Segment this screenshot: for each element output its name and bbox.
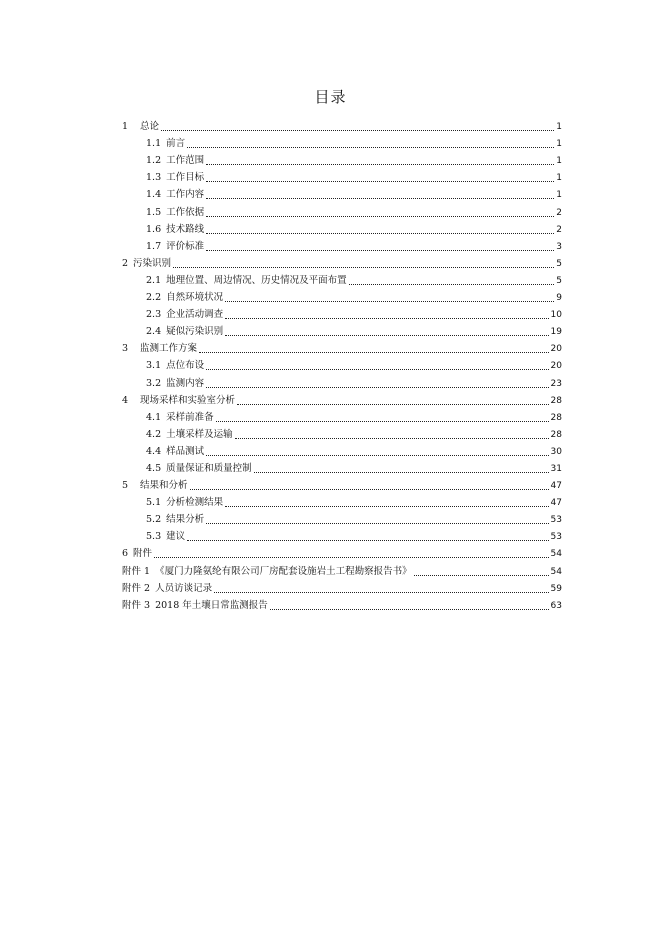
toc-entry-page: 1 xyxy=(556,156,562,167)
toc-entry-page: 1 xyxy=(556,139,562,150)
toc-dot-leader xyxy=(349,281,555,285)
toc-entry-number: 附件 3 xyxy=(122,599,151,611)
toc-dot-leader xyxy=(206,247,554,251)
toc-entry-number: 3.1 xyxy=(146,360,162,372)
toc-entry-page: 23 xyxy=(550,378,562,389)
toc-entry-title: 点位布设 xyxy=(166,360,205,372)
toc-entry-page: 9 xyxy=(556,293,562,304)
toc-entry-page: 20 xyxy=(550,344,562,355)
toc-entry-number: 5 xyxy=(122,480,129,492)
toc-entry[interactable] xyxy=(122,133,562,150)
toc-entry[interactable] xyxy=(122,184,562,201)
toc-entry-title: 工作内容 xyxy=(166,189,205,201)
toc-entry-title: 工作目标 xyxy=(166,172,205,184)
toc-entry[interactable] xyxy=(122,509,562,526)
toc-entry-number: 5.2 xyxy=(146,514,162,526)
toc-entry[interactable] xyxy=(122,304,562,321)
toc-entry[interactable] xyxy=(122,424,562,441)
toc-dot-leader xyxy=(206,213,554,217)
toc-dot-leader xyxy=(206,178,554,182)
toc-entry[interactable] xyxy=(122,338,562,355)
toc-entry-title: 自然环境状况 xyxy=(166,292,224,304)
toc-dot-leader xyxy=(187,537,548,541)
toc-dot-leader xyxy=(225,503,548,507)
toc-entry-page: 2 xyxy=(556,207,562,218)
toc-entry[interactable] xyxy=(122,116,562,133)
toc-entry-page: 2 xyxy=(556,224,562,235)
toc-entry[interactable] xyxy=(122,595,562,612)
toc-entry-title: 工作范围 xyxy=(166,155,205,167)
toc-entry[interactable] xyxy=(122,167,562,184)
toc-entry-number: 4 xyxy=(122,394,129,406)
toc-entry-number: 2.3 xyxy=(146,309,162,321)
toc-entry-title: 《厦门力隆氨纶有限公司厂房配套设施岩土工程勘察报告书》 xyxy=(155,565,412,577)
toc-entry[interactable] xyxy=(122,407,562,424)
toc-dot-leader xyxy=(225,315,548,319)
toc-entry[interactable] xyxy=(122,287,562,304)
toc-entry-page: 47 xyxy=(550,498,562,509)
toc-entry-title: 总论 xyxy=(140,121,160,133)
toc-entry-page: 31 xyxy=(550,463,562,474)
toc-entry-title: 工作依据 xyxy=(166,206,205,218)
toc-entry-page: 1 xyxy=(556,173,562,184)
toc-entry-number: 1.1 xyxy=(146,138,162,150)
toc-entry-number: 4.5 xyxy=(146,462,162,474)
toc-entry-title: 质量保证和质量控制 xyxy=(166,462,252,474)
toc-entry-page: 28 xyxy=(550,429,562,440)
toc-dot-leader xyxy=(154,554,548,558)
toc-entry-number: 4.4 xyxy=(146,445,162,457)
toc-entry[interactable] xyxy=(122,270,562,287)
toc-entry-page: 59 xyxy=(550,583,562,594)
toc-entry-page: 19 xyxy=(550,327,562,338)
toc-entry-title: 建议 xyxy=(166,531,186,543)
toc-entry-page: 63 xyxy=(550,600,562,611)
toc-entry-title: 前言 xyxy=(166,138,186,150)
toc-entry-title: 采样前准备 xyxy=(166,411,214,423)
toc-entry-number: 5.3 xyxy=(146,531,162,543)
toc-dot-leader xyxy=(199,349,548,353)
toc-dot-leader xyxy=(173,264,554,268)
toc-entry[interactable] xyxy=(122,253,562,270)
toc-entry-number: 1.3 xyxy=(146,172,162,184)
toc-entry-title: 监测工作方案 xyxy=(140,343,198,355)
toc-entry-title: 污染识别 xyxy=(133,257,172,269)
toc-entry-page: 20 xyxy=(550,361,562,372)
toc-entry-title: 2018 年土壤日常监测报告 xyxy=(155,599,268,611)
toc-entry-number: 附件 1 xyxy=(122,565,151,577)
toc-dot-leader xyxy=(225,332,548,336)
toc-entry[interactable] xyxy=(122,560,562,577)
toc-entry-page: 54 xyxy=(550,549,562,560)
toc-entry-number: 1 xyxy=(122,121,129,133)
toc-entry[interactable] xyxy=(122,458,562,475)
toc-entry[interactable] xyxy=(122,150,562,167)
toc-dot-leader xyxy=(206,384,548,388)
toc-entry-number: 4.2 xyxy=(146,428,162,440)
toc-dot-leader xyxy=(206,195,554,199)
toc-dot-leader xyxy=(270,606,549,610)
toc-entry-page: 1 xyxy=(556,122,562,133)
toc-entry-title: 疑似污染识别 xyxy=(166,326,224,338)
toc-dot-leader xyxy=(206,452,548,456)
toc-entry-title: 现场采样和实验室分析 xyxy=(140,394,236,406)
toc-entry-page: 3 xyxy=(556,241,562,252)
toc-entry[interactable] xyxy=(122,526,562,543)
toc-entry-number: 1.7 xyxy=(146,240,162,252)
toc-entry[interactable] xyxy=(122,372,562,389)
toc-entry-number: 5.1 xyxy=(146,497,162,509)
toc-entry[interactable] xyxy=(122,321,562,338)
toc-dot-leader xyxy=(225,298,554,302)
toc-dot-leader xyxy=(237,401,548,405)
toc-entry-page: 30 xyxy=(550,446,562,457)
toc-entry-page: 53 xyxy=(550,532,562,543)
toc-entry-number: 2.1 xyxy=(146,274,162,286)
toc-dot-leader xyxy=(206,366,548,370)
toc-entry-title: 地理位置、周边情况、历史情况及平面布置 xyxy=(166,274,347,286)
toc-entry-number: 1.6 xyxy=(146,223,162,235)
toc-entry[interactable] xyxy=(122,492,562,509)
toc-entry-number: 6 xyxy=(122,548,129,560)
toc-entry-page: 54 xyxy=(550,566,562,577)
toc-entry-title: 结果和分析 xyxy=(140,480,188,492)
toc-entry-title: 附件 xyxy=(133,548,153,560)
toc-entry-page: 28 xyxy=(550,395,562,406)
toc-entry-title: 评价标准 xyxy=(166,240,205,252)
toc-dot-leader xyxy=(235,435,549,439)
toc-dot-leader xyxy=(190,486,549,490)
toc-entry-title: 人员访谈记录 xyxy=(155,582,213,594)
toc-entry-title: 分析检测结果 xyxy=(166,497,224,509)
toc-entry-number: 4.1 xyxy=(146,411,162,423)
toc-entry-page: 47 xyxy=(550,481,562,492)
toc-dot-leader xyxy=(206,161,554,165)
toc-dot-leader xyxy=(216,418,549,422)
toc-dot-leader xyxy=(161,127,554,131)
toc-entry-number: 1.4 xyxy=(146,189,162,201)
toc-entry[interactable] xyxy=(122,201,562,218)
toc-entry-number: 2 xyxy=(122,257,129,269)
toc-entry[interactable] xyxy=(122,475,562,492)
toc-entry-title: 监测内容 xyxy=(166,377,205,389)
toc-entry[interactable] xyxy=(122,543,562,560)
toc-dot-leader xyxy=(254,469,549,473)
toc-dot-leader xyxy=(214,589,548,593)
toc-entry-number: 1.2 xyxy=(146,155,162,167)
toc-entry-page: 5 xyxy=(556,258,562,269)
toc-title: 目录 xyxy=(314,88,347,106)
toc-dot-leader xyxy=(187,144,554,148)
toc-entry[interactable] xyxy=(122,441,562,458)
toc-entry-title: 企业活动调查 xyxy=(166,309,224,321)
toc-entry-title: 结果分析 xyxy=(166,514,205,526)
toc-entry-number: 1.5 xyxy=(146,206,162,218)
toc-entry-page: 28 xyxy=(550,412,562,423)
toc-entry[interactable] xyxy=(122,578,562,595)
table-of-contents xyxy=(122,116,562,612)
toc-entry-page: 1 xyxy=(556,190,562,201)
toc-entry-title: 样品测试 xyxy=(166,445,205,457)
toc-entry-title: 技术路线 xyxy=(166,223,205,235)
toc-entry[interactable] xyxy=(122,390,562,407)
toc-entry-page: 53 xyxy=(550,515,562,526)
toc-entry-title: 土壤采样及运输 xyxy=(166,428,233,440)
toc-entry-number: 2.4 xyxy=(146,326,162,338)
toc-entry-page: 5 xyxy=(556,275,562,286)
toc-entry[interactable] xyxy=(122,219,562,236)
toc-entry-page: 10 xyxy=(550,310,562,321)
toc-entry-number: 附件 2 xyxy=(122,582,151,594)
toc-entry-number: 2.2 xyxy=(146,292,162,304)
toc-dot-leader xyxy=(414,572,549,576)
toc-dot-leader xyxy=(206,230,554,234)
toc-entry[interactable] xyxy=(122,355,562,372)
toc-entry-number: 3.2 xyxy=(146,377,162,389)
toc-dot-leader xyxy=(206,520,548,524)
toc-entry[interactable] xyxy=(122,236,562,253)
toc-entry-number: 3 xyxy=(122,343,129,355)
